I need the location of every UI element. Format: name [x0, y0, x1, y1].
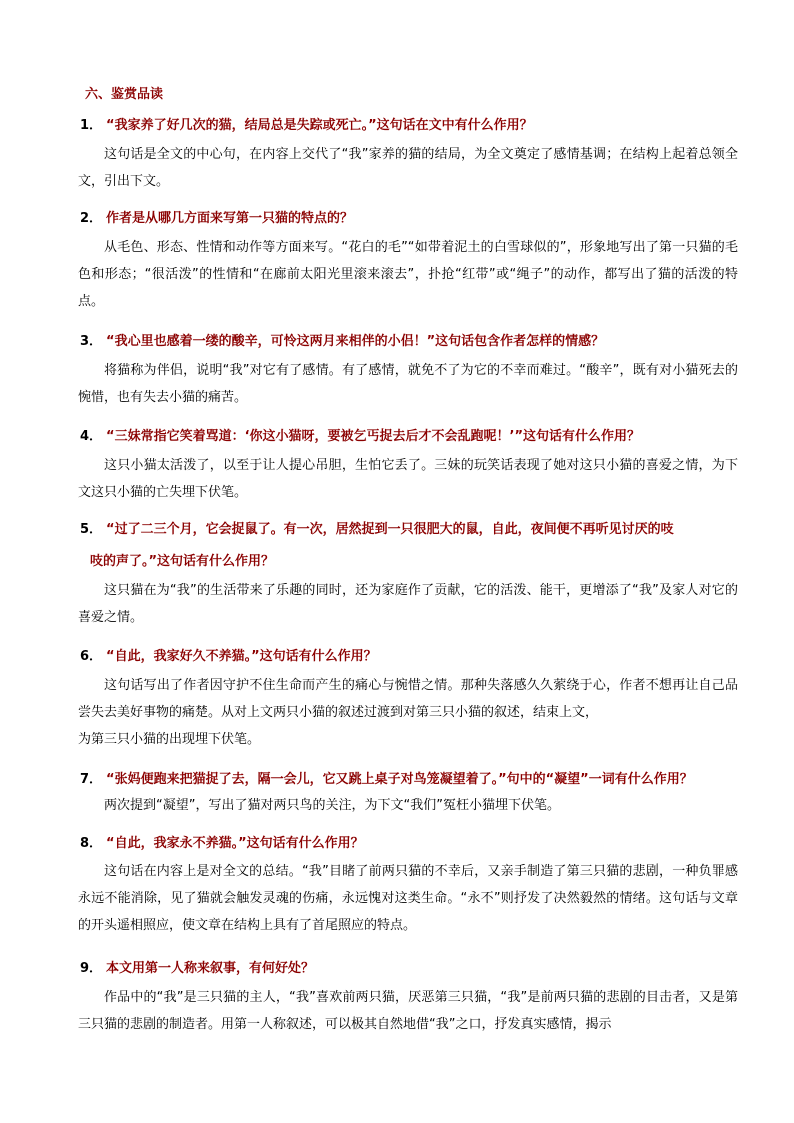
- question-text: “三妹常指它笑着骂道：‘你这小猫呀，要被乞丐捉去后才不会乱跑呢！’”这句话有什么作用？: [106, 429, 641, 444]
- question-text: “我家养了好几次的猫，结局总是失踪或死亡。”这句话在文中有什么作用？: [106, 118, 533, 133]
- question-number: 7．: [80, 772, 103, 787]
- question-4: [80, 425, 740, 444]
- answer-3: 将猫称为伴侣，说明“我”对它有了感情。有了感情，就免不了为它的不幸而难过。“酸辛”，既有对小猫死去的惋惜，也有失去小猫的痛苦。: [78, 363, 738, 405]
- question-number: 6．: [80, 649, 103, 664]
- question-number: 1．: [80, 118, 103, 133]
- question-6: [80, 645, 740, 664]
- question-text: “张妈便跑来把猫捉了去，隔一会儿，它又跳上桌子对鸟笼凝望着了。”句中的“凝望”一词有什么作用？: [106, 772, 693, 787]
- question-8: [80, 832, 740, 851]
- answer-4: 这只小猫太活泼了，以至于让人提心吊胆，生怕它丢了。三妹的玩笑话表现了她对这只小猫的喜爱之情，为下文这只小猫的亡失埋下伏笔。: [78, 458, 738, 500]
- answer-7: 两次提到“凝望”，写出了猫对两只鸟的关注，为下文“我们”冤枉小猫埋下伏笔。: [104, 798, 560, 813]
- question-2: [80, 207, 740, 226]
- question-text: “自此，我家好久不养猫。”这句话有什么作用？: [106, 649, 377, 664]
- question-text: 作者是从哪几方面来写第一只猫的特点的？: [106, 211, 354, 226]
- question-7: [80, 768, 740, 787]
- question-text: “自此，我家永不养猫。”这句话有什么作用？: [106, 836, 364, 851]
- answer-6: 这句话写出了作者因守护不住生命而产生的痛心与惋惜之情。那种失落感久久萦绕于心，作者不想再让自己品尝失去美好事物的痛楚。从对上文两只小猫的叙述过渡到对第三只小猫的叙述，结束上文，: [78, 678, 738, 720]
- question-number: 3．: [80, 334, 103, 349]
- question-5-continued: 吱的声了。”这句话有什么作用？: [90, 554, 275, 569]
- question-1: [80, 114, 740, 133]
- answer-6-tail: 为第三只小猫的出现埋下伏笔。: [78, 732, 261, 747]
- question-5: [80, 518, 740, 537]
- question-9: [80, 957, 740, 976]
- question-number: 2．: [80, 211, 103, 226]
- question-text: “我心里也感着一缕的酸辛，可怜这两月来相伴的小侣！”这句话包含作者怎样的情感？: [106, 334, 605, 349]
- question-text: 本文用第一人称来叙事，有何好处？: [106, 961, 315, 976]
- answer-5: 这只猫在为“我”的生活带来了乐趣的同时，还为家庭作了贡献，它的活泼、能干，更增添了“我”及家人对它的喜爱之情。: [78, 583, 738, 625]
- question-number: 5．: [80, 522, 103, 537]
- question-number: 9．: [80, 961, 103, 976]
- question-3: [80, 330, 740, 349]
- answer-9: 作品中的“我”是三只猫的主人，“我”喜欢前两只猫，厌恶第三只猫，“我”是前两只猫的悲剧的目击者，又是第三只猫的悲剧的制造者。用第一人称叙述，可以极其自然地借“我”之口，抒发真实感情，揭示: [78, 990, 738, 1032]
- answer-2: 从毛色、形态、性情和动作等方面来写。“花白的毛”“如带着泥土的白雪球似的”，形象地写出了第一只猫的毛色和形态；“很活泼”的性情和“在廊前太阳光里滚来滚去”，扑抢“红带”或“绳子”的动作，都写出了猫的活泼的特点。: [78, 240, 738, 309]
- question-text: “过了二三个月，它会捉鼠了。有一次，居然捉到一只很肥大的鼠，自此，夜间便不再听见讨厌的吱: [106, 522, 674, 537]
- answer-8: 这句话在内容上是对全文的总结。“我”目睹了前两只猫的不幸后，又亲手制造了第三只猫的悲剧，一种负罪感永远不能消除，见了猫就会触发灵魂的伤痛，永远愧对这类生命。“永不”则抒发了决然毅然的情绪。这句话与文章的开头遥相照应，使文章在结构上具有了首尾照应的特点。: [78, 864, 738, 933]
- section-title: 六、鉴赏品读: [85, 87, 164, 102]
- question-number: 8．: [80, 836, 103, 851]
- question-number: 4．: [80, 429, 103, 444]
- answer-1: 这句话是全文的中心句，在内容上交代了“我”家养的猫的结局，为全文奠定了感情基调；在结构上起着总领全文，引出下文。: [78, 147, 738, 189]
